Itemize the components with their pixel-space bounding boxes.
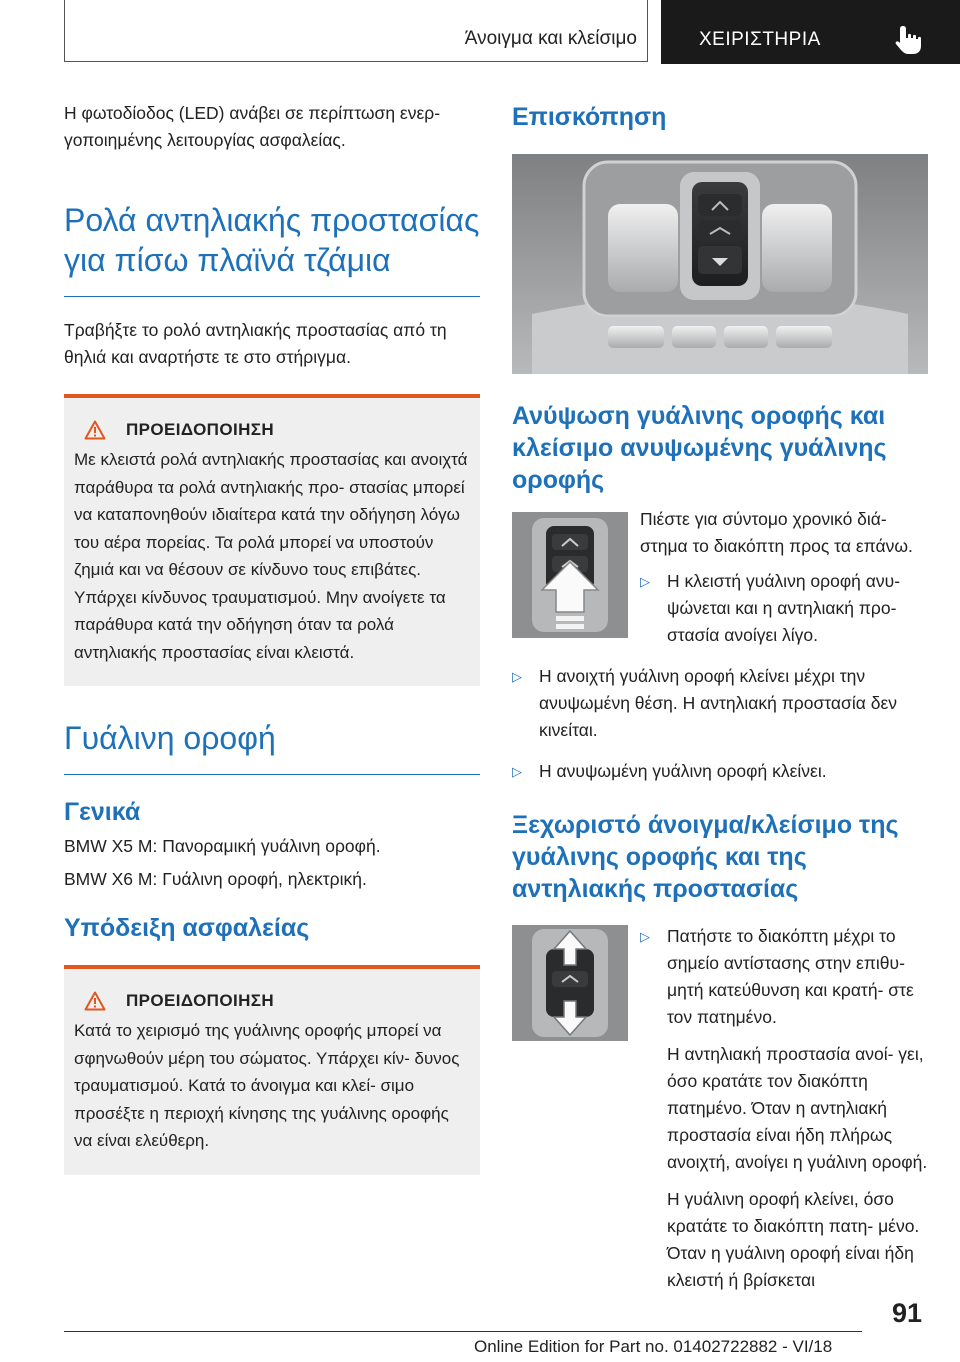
switch-press-photo [512, 925, 628, 1041]
warning-box-glass-roof [64, 965, 480, 1175]
glass-roof-section-header [64, 718, 480, 775]
separate-open-block [512, 923, 928, 1294]
page-number: 91 [891, 1298, 922, 1328]
switch-up-photo [512, 512, 628, 638]
overhead-console-photo [512, 154, 928, 374]
raise-roof-text-block [640, 506, 928, 649]
roof-close-text: Η γυάλινη οροφή κλείνει, όσο κρατάτε το διακόπτη πατη‐ μένο. Όταν η γυάλινη οροφή είναι ήδη κλειστή ή βρίσκεται [667, 1189, 920, 1290]
hand-pointer-icon [893, 24, 927, 56]
bullet-marker-icon: ▷ [512, 764, 522, 779]
sunblind-text: Τραβήξτε το ρολό αντηλιακής προστασίας από τη θηλιά και αναρτήστε τε στο στήριγμα. [64, 320, 447, 367]
right-column [512, 96, 928, 1294]
sunblind-section-header [64, 200, 480, 297]
list-item: ▷ Η κλειστή γυάλινη οροφή ανυ‐ ψώνεται και η αντηλιακή προ‐ στασία ανοίγει λίγο. [640, 568, 928, 649]
intro-text: Η φωτοδίοδος (LED) ανάβει σε περίπτωση ενερ‐ γοποιημένης λειτουργίας ασφαλείας. [64, 103, 441, 150]
warning-triangle-icon [84, 420, 106, 440]
overview-heading: Επισκόπηση [512, 103, 667, 131]
raise-roof-text: Πιέστε για σύντομο χρονικό διά‐ στημα το διακόπτη προς τα επάνω. [640, 509, 913, 556]
raise-roof-heading: Ανύψωση γυάλινης οροφής και κλείσιμο ανυψωμένης γυάλινης οροφής [512, 402, 887, 494]
sunblind-heading: Ρολά αντηλιακής προστασίας για πίσω πλαϊνά τζάμια [64, 202, 480, 278]
warning-box-sunblind [64, 394, 480, 686]
general-heading: Γενικά [64, 798, 141, 826]
glass-roof-heading: Γυάλινη οροφή [64, 720, 276, 756]
list-item: ▷ Η ανοιχτή γυάλινη οροφή κλείνει μέχρι την ανυψωμένη θέση. Η αντηλιακή προστασία δεν κινείται. [512, 663, 928, 744]
bullet-marker-icon: ▷ [512, 669, 522, 684]
page-header [64, 0, 960, 64]
chapter-title: ΧΕΙΡΙΣΤΗΡΙΑ [699, 29, 821, 50]
list-item: ▷ Πατήστε το διακόπτη μέχρι το σημείο αντίστασης στην επιθυ‐ μητή κατεύθυνση και κρατή‐ στε τον πατημένο. [640, 923, 928, 1031]
footer-divider [64, 1331, 862, 1332]
warning-text: Κατά το χειρισμό της γυάλινης οροφής μπορεί να σφηνωθούν μέρη του σώματος. Υπάρχει κίν‐ δυνος τραυματισμού. Κατά το άνοιγμα και κλεί‐ σιμο προσέξτε η περιοχή κίνησης της γυάλινης οροφής να είναι ελεύθερη. [74, 1021, 460, 1150]
safety-heading: Υπόδειξη ασφαλείας [64, 914, 310, 942]
bullet-marker-icon: ▷ [640, 929, 650, 944]
general-line-x6: BMW X6 M: Γυάλινη οροφή, ηλεκτρική. [64, 869, 367, 889]
sunblind-open-text: Η αντηλιακή προστασία ανοί‐ γει, όσο κρατάτε τον διακόπτη πατημένο. Όταν η αντηλιακή προστασία είναι ήδη πλήρως ανοιχτή, ανοίγει η γυάλινη οροφή. [667, 1044, 928, 1172]
warning-title: ΠΡΟΕΙΔΟΠΟΙΗΣΗ [84, 991, 470, 1011]
separate-open-heading: Ξεχωριστό άνοιγμα/κλείσιμο της γυάλινης οροφής και της αντηλιακής προστασίας [512, 811, 899, 903]
section-title: Άνοιγμα και κλείσιμο [464, 28, 637, 49]
footer-edition: Online Edition for Part no. 01402722882 - VI/18 [474, 1337, 833, 1356]
left-column [64, 96, 480, 1175]
bullet-marker-icon: ▷ [640, 574, 650, 589]
chapter-tab [661, 0, 960, 64]
list-item: ▷ Η ανυψωμένη γυάλινη οροφή κλείνει. [512, 758, 928, 785]
warning-triangle-icon [84, 991, 106, 1011]
warning-title: ΠΡΟΕΙΔΟΠΟΙΗΣΗ [84, 420, 470, 440]
raise-roof-block [512, 506, 928, 649]
warning-text: Με κλειστά ρολά αντηλιακής προστασίας και ανοιχτά παράθυρα τα ρολά αντηλιακής προ‐ στασίας μπορεί να καταπονηθούν ιδιαίτερα κατά την οδήγηση λόγω του αέρα πορείας. Τα ρολά μπορεί να υποστούν ζημιά και να θέσουν σε κίνδυνο τους επιβάτες. Υπάρχει κίνδυνος τραυματισμού. Μην ανοίγετε τα παράθυρα κατά την οδήγηση όταν τα ρολά αντηλιακής προστασίας είναι κλειστά. [74, 450, 468, 662]
separate-open-text-block [640, 923, 928, 1294]
section-tab [64, 0, 648, 62]
general-line-x5: BMW X5 M: Πανοραμική γυάλινη οροφή. [64, 836, 381, 856]
